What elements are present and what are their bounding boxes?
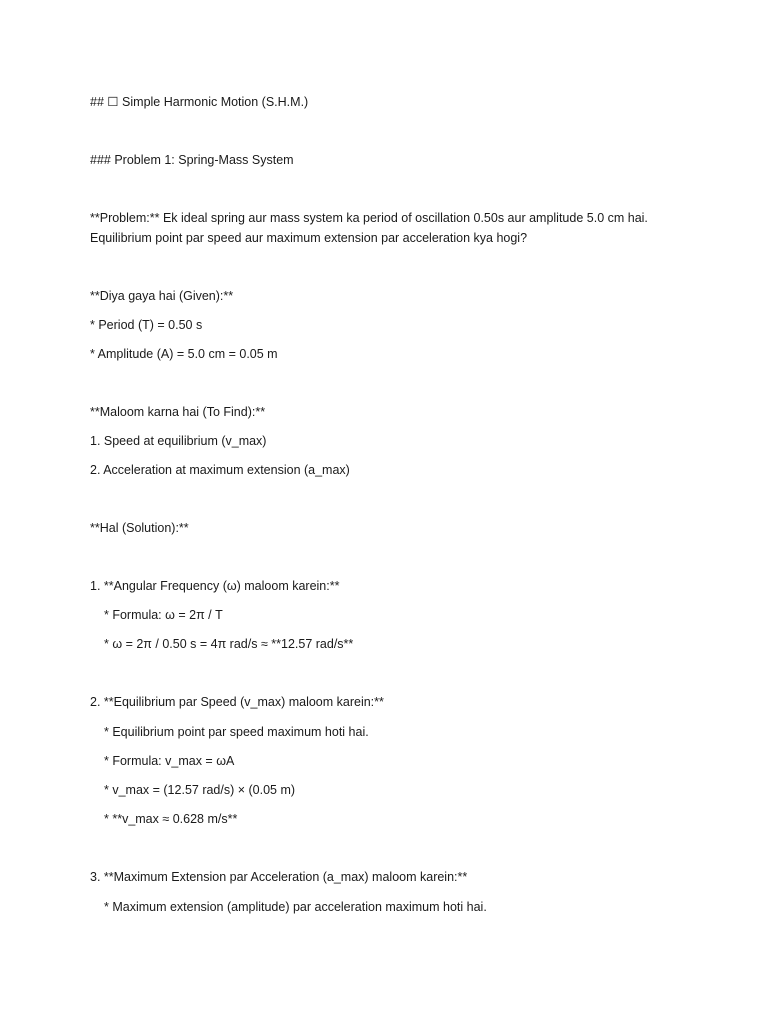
step-3-item: * Maximum extension (amplitude) par acceleration maximum hoti hai. (104, 900, 487, 914)
step-2-item: * Equilibrium point par speed maximum hoti hai. (104, 725, 369, 739)
step-3-title: 3. **Maximum Extension par Acceleration (a_max) maloom karein:** (90, 870, 468, 884)
given-item: * Period (T) = 0.50 s (90, 318, 203, 332)
step-2-item: * **v_max ≈ 0.628 m/s** (104, 812, 238, 826)
step-2-item: * Formula: v_max = ωA (104, 754, 235, 768)
given-heading: **Diya gaya hai (Given):** (90, 289, 234, 303)
step-1-title: 1. **Angular Frequency (ω) maloom karein:** (90, 579, 340, 593)
problem-heading: ### Problem 1: Spring-Mass System (90, 153, 294, 167)
find-heading: **Maloom karna hai (To Find):** (90, 405, 266, 419)
problem-text-line-1: **Problem:** Ek ideal spring aur mass system ka period of oscillation 0.50s aur amplitude 5.0 cm hai. (90, 211, 648, 225)
step-2-item: * v_max = (12.57 rad/s) × (0.05 m) (104, 783, 296, 797)
main-heading: ## ☐ Simple Harmonic Motion (S.H.M.) (90, 95, 309, 109)
problem-text-line-2: Equilibrium point par speed aur maximum extension par acceleration kya hogi? (90, 231, 528, 245)
find-item: 2. Acceleration at maximum extension (a_max) (90, 463, 350, 477)
step-1-item: * Formula: ω = 2π / T (104, 608, 223, 622)
solution-heading: **Hal (Solution):** (90, 521, 189, 535)
step-1-item: * ω = 2π / 0.50 s = 4π rad/s ≈ **12.57 rad/s** (104, 637, 354, 651)
find-item: 1. Speed at equilibrium (v_max) (90, 434, 267, 448)
step-2-title: 2. **Equilibrium par Speed (v_max) maloom karein:** (90, 695, 384, 709)
given-item: * Amplitude (A) = 5.0 cm = 0.05 m (90, 347, 278, 361)
